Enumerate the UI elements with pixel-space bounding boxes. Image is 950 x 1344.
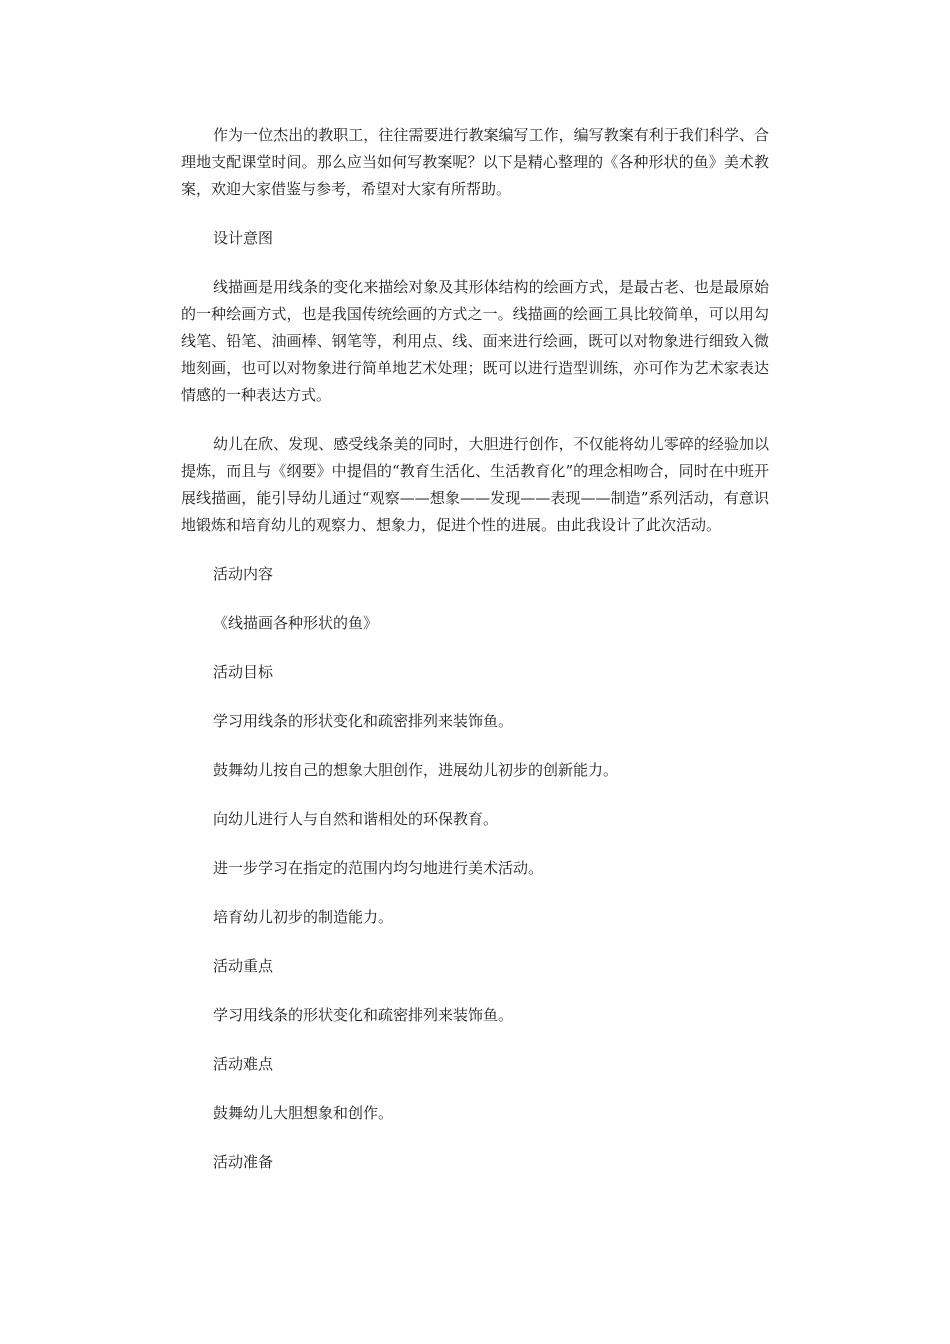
goal-item: 学习用线条的形状变化和疏密排列来装饰鱼。 [213, 712, 514, 730]
goal-item: 向幼儿进行人与自然和谐相处的环保教育。 [213, 810, 499, 828]
goal-item: 培育幼儿初步的制造能力。 [213, 908, 394, 926]
content-title: 《线描画各种形状的鱼》 [213, 614, 379, 632]
goal-item: 进一步学习在指定的范围内均匀地进行美术活动。 [213, 859, 544, 877]
focus-text: 学习用线条的形状变化和疏密排列来装饰鱼。 [213, 1006, 514, 1024]
difficulty-heading: 活动难点 [213, 1055, 274, 1073]
design-paragraph-1: 线描画是用线条的变化来描绘对象及其形体结构的绘画方式，是最古老、也是最原始的一种绘画方式，也是我国传统绘画的方式之一。线描画的绘画工具比较简单，可以用勾线笔、铅笔、油画棒、钢笔等，利用点、线、面来进行绘画，既可以对物象进行细致入微地刻画，也可以对物象进行简单地艺术处理；既可以进行造型训练，亦可作为艺术家表达情感的一种表达方式。 [181, 278, 769, 404]
intro-paragraph: 作为一位杰出的教职工，往往需要进行教案编写工作，编写教案有利于我们科学、合理地支配课堂时间。那么应当如何写教案呢？以下是精心整理的《各种形状的鱼》美术教案，欢迎大家借鉴与参考，希望对大家有所帮助。 [181, 126, 769, 198]
design-heading: 设计意图 [213, 229, 274, 247]
difficulty-text: 鼓舞幼儿大胆想象和创作。 [213, 1104, 394, 1122]
prep-heading: 活动准备 [213, 1153, 274, 1171]
goals-heading: 活动目标 [213, 663, 274, 681]
focus-heading: 活动重点 [213, 957, 274, 975]
goal-item: 鼓舞幼儿按自己的想象大胆创作，进展幼儿初步的创新能力。 [213, 761, 619, 779]
content-heading: 活动内容 [213, 565, 274, 583]
document-body [181, 122, 769, 1176]
design-paragraph-2: 幼儿在欣、发现、感受线条美的同时，大胆进行创作，不仅能将幼儿零碎的经验加以提炼，而且与《纲要》中提倡的“教育生活化、生活教育化”的理念相吻合，同时在中班开展线描画，能引导幼儿通过“观察——想象——发现——表现——制造”系列活动，有意识地锻炼和培育幼儿的观察力、想象力，促进个性的进展。由此我设计了此次活动。 [181, 435, 769, 534]
